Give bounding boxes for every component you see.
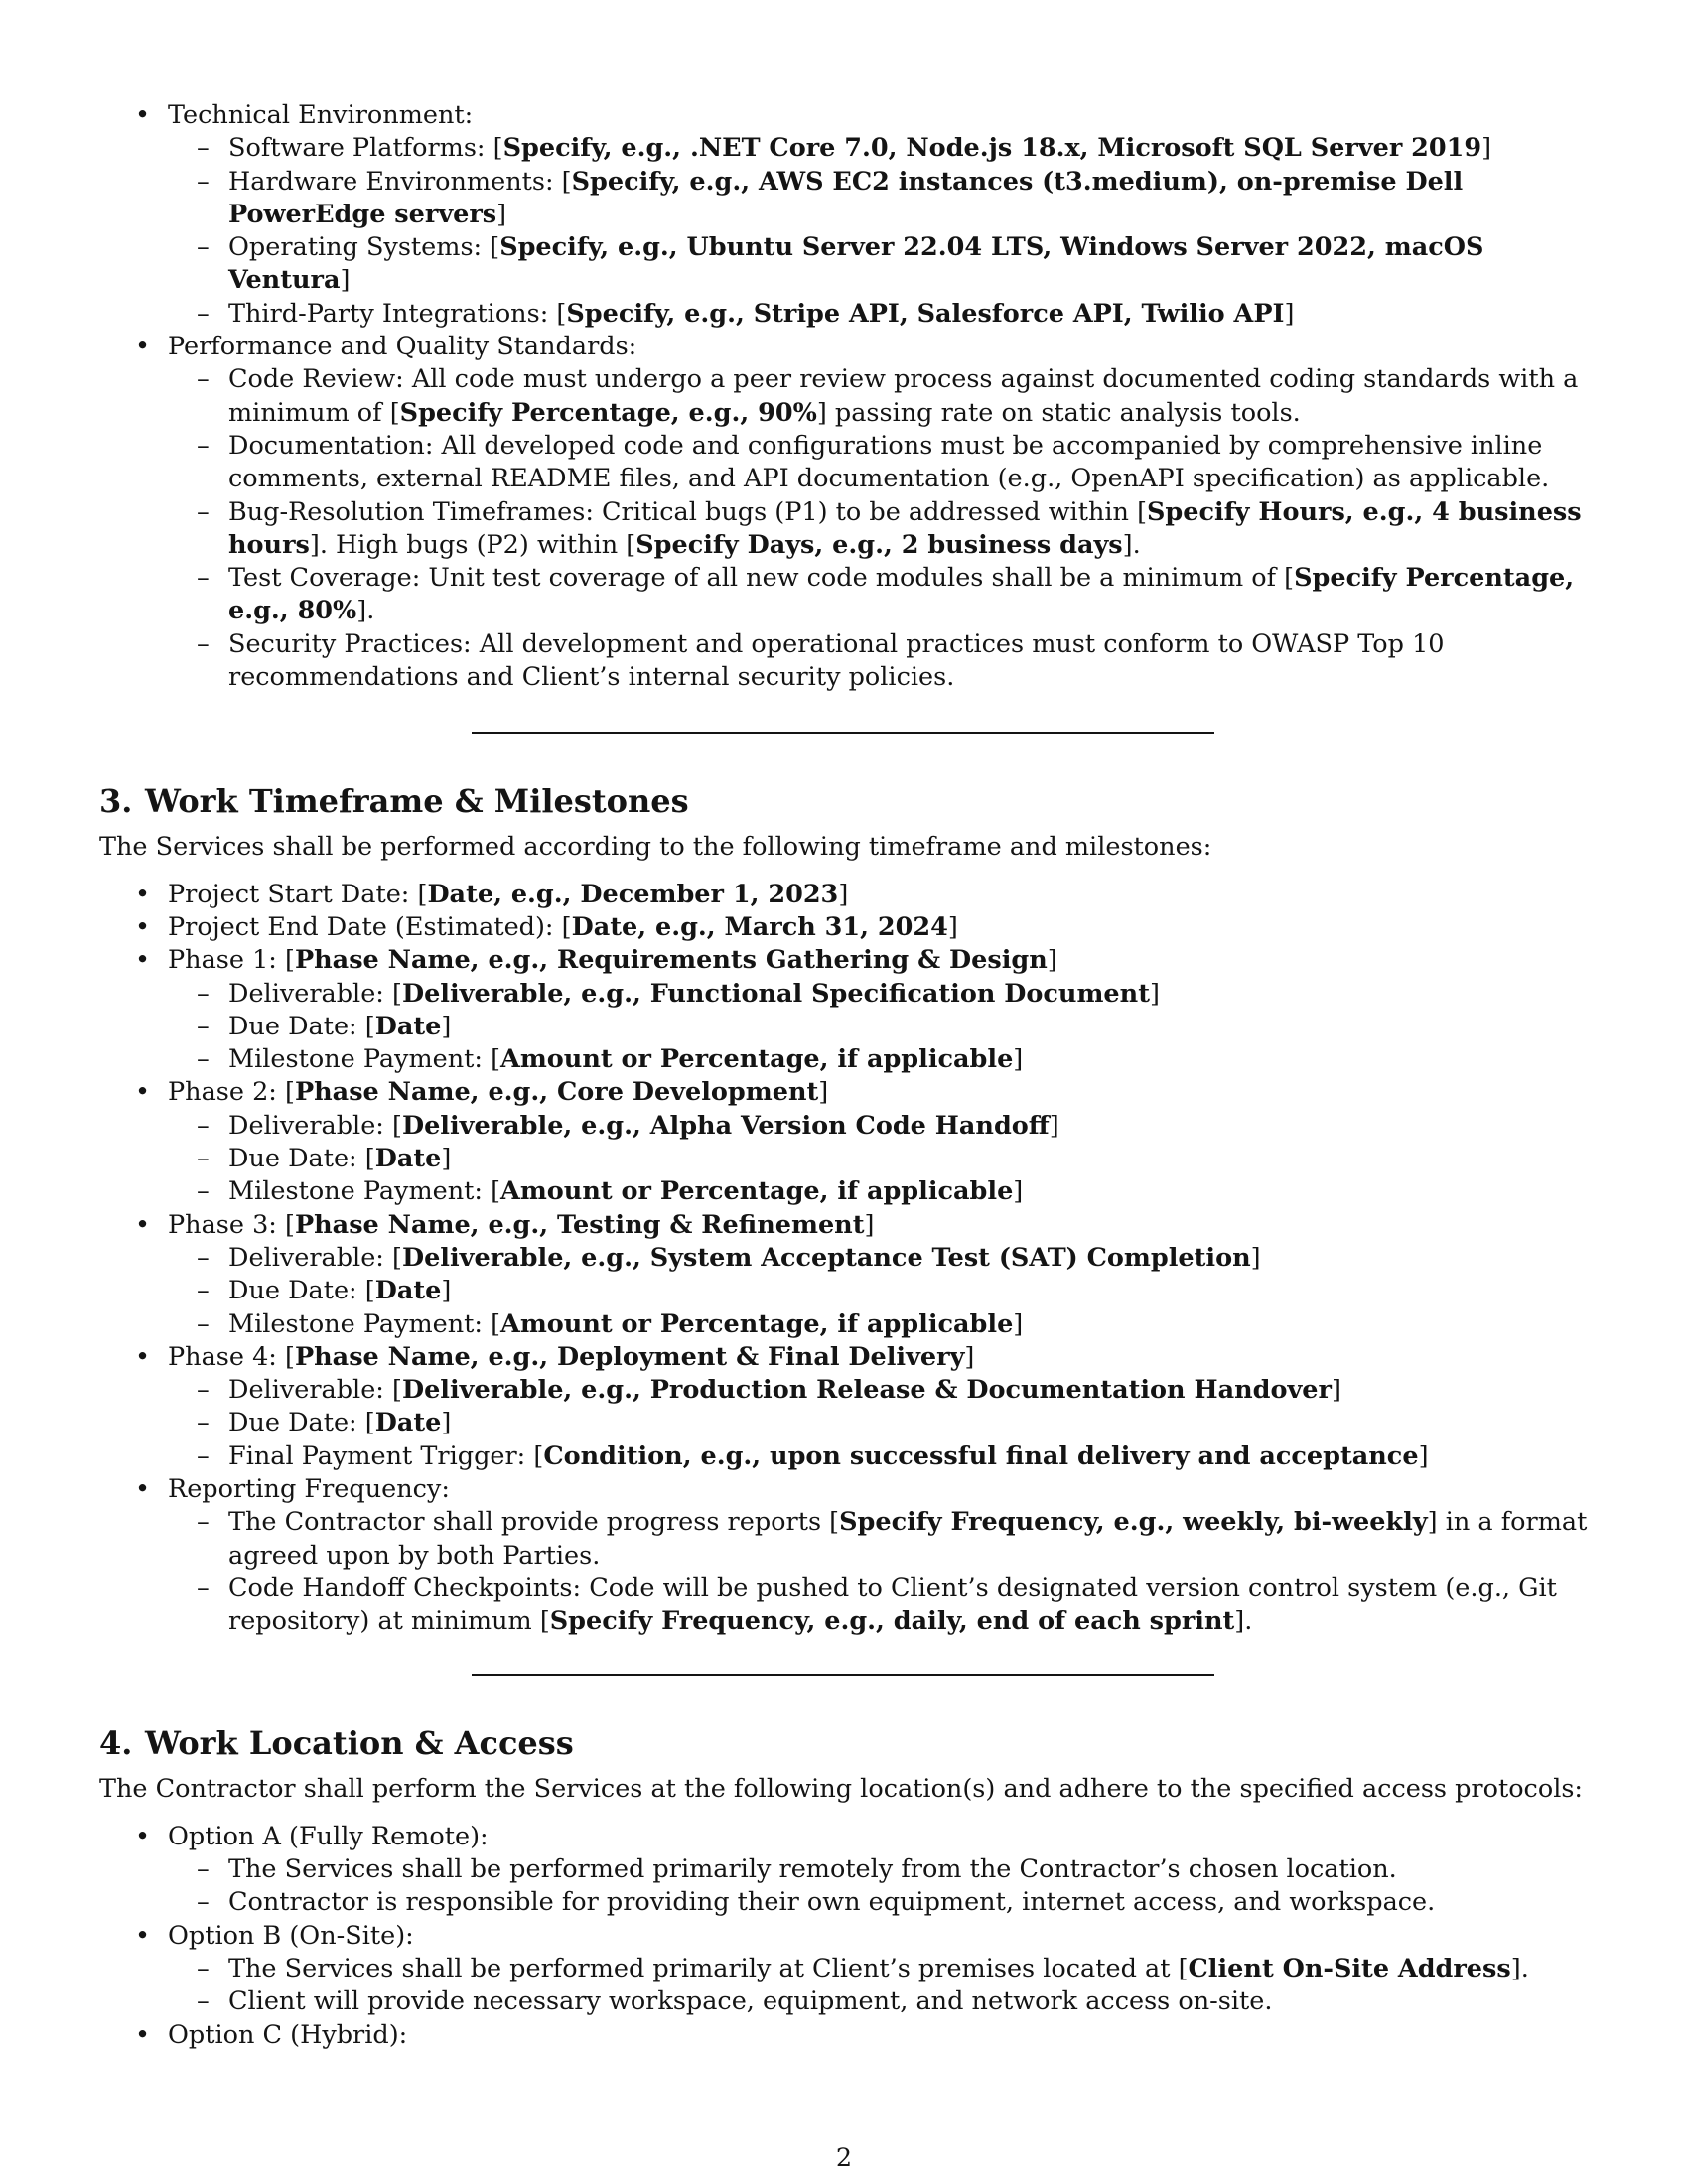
page-number: 2: [835, 2143, 853, 2173]
sub-item-due-date: – Due Date: [Date]: [99, 1143, 1591, 1175]
list-item-end-date: • Project End Date (Estimated): [Date, e.g., March 31, 2024]: [99, 911, 1591, 944]
placeholder-value: Specify Percentage, e.g., 90%: [399, 397, 817, 428]
placeholder-value: Phase Name, e.g., Testing & Refinement: [294, 1209, 865, 1240]
list-item-technical-environment: [99, 99, 1591, 331]
sub-item-deliverable: – Deliverable: [Deliverable, e.g., System Acceptance Test (SAT) Completion]: [99, 1242, 1591, 1275]
sub-item: – Contractor is responsible for providing their own equipment, internet access, and workspace.: [99, 1886, 1591, 1919]
placeholder-value: Specify, e.g., Ubuntu Server 22.04 LTS, Windows Server 2022, macOS Ventura: [228, 232, 1484, 296]
placeholder-value: Specify Hours, e.g., 4 business hours: [228, 496, 1582, 560]
sub-item: – The Services shall be performed primarily remotely from the Contractor’s chosen location.: [99, 1853, 1591, 1886]
section-intro: The Services shall be performed according to the following timeframe and milestones:: [99, 832, 1212, 863]
sub-item-bug-resolution: – Bug-Resolution Timeframes: Critical bugs (P1) to be addressed within [Specify Hours, e.g., 4 business hours]. High bugs (P2) within [Specify Days, e.g., 2 business days].: [99, 496, 1591, 563]
section-intro: The Contractor shall perform the Services at the following location(s) and adhere to the specified access protocols:: [99, 1774, 1584, 1805]
sub-item-code-review: – Code Review: All code must undergo a peer review process against documented coding standards with a minimum of [Specify Percentage, e.g., 90%] passing rate on static analysis tools.: [99, 363, 1591, 430]
sub-item-operating-systems: – Operating Systems: [Specify, e.g., Ubuntu Server 22.04 LTS, Windows Server 2022, macOS Ventura]: [99, 231, 1591, 298]
section-heading-work-location: 4. Work Location & Access: [99, 1724, 574, 1763]
list-item-start-date: • Project Start Date: [Date, e.g., December 1, 2023]: [99, 879, 1591, 911]
section-divider: [472, 1674, 1214, 1676]
document-page: [99, 99, 1591, 2052]
placeholder-value: Phase Name, e.g., Deployment & Final Delivery: [294, 1341, 965, 1372]
technical-environment-sublist: [168, 132, 1591, 331]
list-item-phase-1: • Phase 1: [Phase Name, e.g., Requirements Gathering & Design] – Deliverable: [Deliverable, e.g., Functional Specification Document] – Due Date: [Date] – Milestone Payment: [Amount or Percentage, if applicable]: [99, 944, 1591, 1076]
performance-sublist: [168, 363, 1591, 694]
sub-item: – The Services shall be performed primarily at Client’s premises located at [Client On-Site Address].: [99, 1953, 1591, 1985]
list-item-phase-4: • Phase 4: [Phase Name, e.g., Deployment & Final Delivery] – Deliverable: [Deliverable, e.g., Production Release & Documentation Handover] – Due Date: [Date] – Final Payment Trigger: [Condition, e.g., upon successful final delivery and acceptance]: [99, 1341, 1591, 1473]
placeholder-value: Specify Percentage, e.g., 80%: [228, 563, 1575, 626]
placeholder-value: Phase Name, e.g., Requirements Gathering & Design: [294, 945, 1048, 976]
placeholder-value: Date, e.g., December 1, 2023: [427, 879, 839, 909]
phase-3-sublist: [168, 1242, 1591, 1341]
reporting-sublist: [168, 1506, 1591, 1638]
sub-item-progress-reports: – The Contractor shall provide progress reports [Specify Frequency, e.g., weekly, bi-weekly] in a format agreed upon by both Parties.: [99, 1506, 1591, 1572]
list-item-label: Technical Environment:: [168, 100, 474, 130]
phase-1-sublist: [168, 978, 1591, 1077]
sub-item: – Client will provide necessary workspace, equipment, and network access on-site.: [99, 1985, 1591, 2018]
requirements-list: [99, 99, 1591, 694]
phase-2-sublist: [168, 1110, 1591, 1209]
option-a-sublist: [168, 1853, 1591, 1920]
sub-item-deliverable: – Deliverable: [Deliverable, e.g., Production Release & Documentation Handover]: [99, 1374, 1591, 1407]
placeholder-value: Date, e.g., March 31, 2024: [571, 911, 948, 942]
placeholder-value: Specify, e.g., .NET Core 7.0, Node.js 18.x, Microsoft SQL Server 2019: [502, 133, 1482, 164]
placeholder-value: Specify Days, e.g., 2 business days: [635, 529, 1123, 560]
sub-item-due-date: – Due Date: [Date]: [99, 1407, 1591, 1439]
sub-item-payment: – Milestone Payment: [Amount or Percentage, if applicable]: [99, 1308, 1591, 1341]
sub-item-test-coverage: – Test Coverage: Unit test coverage of all new code modules shall be a minimum of [Specify Percentage, e.g., 80%].: [99, 562, 1591, 628]
sub-item-documentation: – Documentation: All developed code and configurations must be accompanied by comprehensive inline comments, external README files, and API documentation (e.g., OpenAPI specification) as applicable.: [99, 430, 1591, 496]
list-item-option-a: • Option A (Fully Remote): – The Services shall be performed primarily remotely from the Contractor’s chosen location. – Contractor is responsible for providing their own equipment, internet access, and workspace.: [99, 1821, 1591, 1920]
sub-item-deliverable: – Deliverable: [Deliverable, e.g., Alpha Version Code Handoff]: [99, 1110, 1591, 1143]
section-heading-work-timeframe: 3. Work Timeframe & Milestones: [99, 782, 689, 821]
sub-item-due-date: – Due Date: [Date]: [99, 1275, 1591, 1307]
sub-item-payment: – Milestone Payment: [Amount or Percentage, if applicable]: [99, 1175, 1591, 1208]
placeholder-value: Specify, e.g., Stripe API, Salesforce API, Twilio API: [566, 298, 1285, 329]
sub-item-hardware-environments: – Hardware Environments: [Specify, e.g., AWS EC2 instances (t3.medium), on-premise Dell PowerEdge servers]: [99, 166, 1591, 232]
sub-item-software-platforms: – Software Platforms: [Specify, e.g., .NET Core 7.0, Node.js 18.x, Microsoft SQL Server 2019]: [99, 132, 1591, 165]
list-item-label: Performance and Quality Standards:: [168, 332, 637, 362]
location-options-list: [99, 1821, 1591, 2052]
list-item-reporting-frequency: • Reporting Frequency: – The Contractor shall provide progress reports [Specify Frequency, e.g., weekly, bi-weekly] in a format agreed upon by both Parties. – Code Handoff Checkpoints: Code will be pushed to Client’s designated version control system (e.g., Git repository) at minimum [Specify Frequency, e.g., daily, end of each sprint].: [99, 1473, 1591, 1638]
sub-item-deliverable: – Deliverable: [Deliverable, e.g., Functional Specification Document]: [99, 978, 1591, 1011]
timeframe-list: [99, 879, 1591, 1639]
list-item-performance-quality: [99, 331, 1591, 694]
sub-item-third-party-integrations: – Third-Party Integrations: [Specify, e.g., Stripe API, Salesforce API, Twilio API]: [99, 298, 1591, 331]
list-item-option-c: • Option C (Hybrid):: [99, 2019, 1591, 2052]
placeholder-value: Client On-Site Address: [1188, 1953, 1511, 1983]
phase-4-sublist: [168, 1374, 1591, 1473]
sub-item-payment: – Milestone Payment: [Amount or Percentage, if applicable]: [99, 1043, 1591, 1076]
list-item-phase-2: • Phase 2: [Phase Name, e.g., Core Development] – Deliverable: [Deliverable, e.g., Alpha Version Code Handoff] – Due Date: [Date] – Milestone Payment: [Amount or Percentage, if applicable]: [99, 1076, 1591, 1208]
placeholder-value: Phase Name, e.g., Core Development: [294, 1077, 819, 1108]
sub-item-due-date: – Due Date: [Date]: [99, 1011, 1591, 1043]
list-item-phase-3: • Phase 3: [Phase Name, e.g., Testing & Refinement] – Deliverable: [Deliverable, e.g., System Acceptance Test (SAT) Completion] – Due Date: [Date] – Milestone Payment: [Amount or Percentage, if applicable]: [99, 1209, 1591, 1341]
placeholder-value: Specify, e.g., AWS EC2 instances (t3.medium), on-premise Dell PowerEdge servers: [228, 166, 1464, 229]
sub-item-final-payment-trigger: – Final Payment Trigger: [Condition, e.g., upon successful final delivery and acceptance]: [99, 1440, 1591, 1473]
sub-item-code-handoff: – Code Handoff Checkpoints: Code will be pushed to Client’s designated version control system (e.g., Git repository) at minimum [Specify Frequency, e.g., daily, end of each sprint].: [99, 1572, 1591, 1639]
section-divider: [472, 732, 1214, 734]
list-item-option-b: • Option B (On-Site): – The Services shall be performed primarily at Client’s premises located at [Client On-Site Address]. – Client will provide necessary workspace, equipment, and network access on-site.: [99, 1920, 1591, 2019]
option-b-sublist: [168, 1953, 1591, 2019]
sub-item-security-practices: – Security Practices: All development and operational practices must conform to OWASP Top 10 recommendations and Client’s internal security policies.: [99, 628, 1591, 695]
